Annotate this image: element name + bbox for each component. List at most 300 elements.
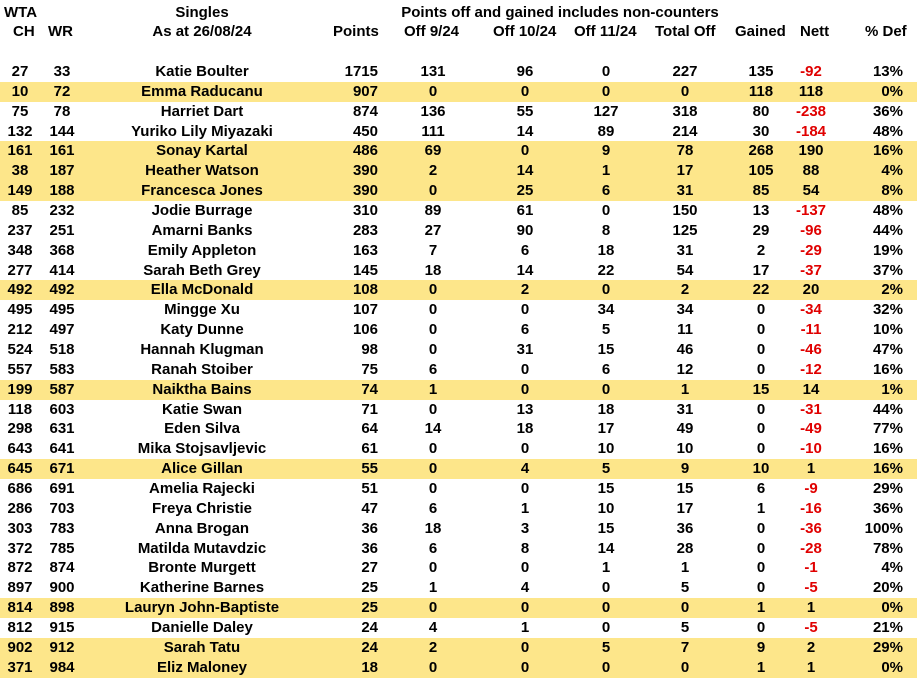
- cell-pdef: 48%: [872, 122, 903, 140]
- cell-off2: 61: [516, 202, 534, 220]
- table-row: [0, 82, 917, 102]
- cell-wr: 72: [53, 82, 71, 100]
- cell-name: Ella McDonald: [150, 281, 254, 299]
- cell-total: 5: [680, 619, 690, 637]
- cell-gained: 0: [756, 321, 766, 339]
- cell-ch: 27: [11, 63, 29, 80]
- cell-wr: 783: [49, 519, 75, 537]
- cell-wr: 915: [49, 619, 75, 637]
- cell-pdef: 77%: [872, 420, 903, 438]
- cell-gained: 135: [748, 63, 774, 80]
- cell-points: 55: [361, 460, 378, 478]
- cell-total: 214: [672, 122, 698, 140]
- cell-ch: 277: [7, 261, 33, 279]
- cell-off3: 0: [601, 658, 611, 676]
- cell-gained: 80: [752, 102, 770, 120]
- cell-points: 108: [352, 281, 378, 299]
- cell-points: 25: [361, 579, 378, 597]
- table-row: [0, 459, 917, 479]
- cell-total: 10: [676, 440, 694, 458]
- table-row: [0, 419, 917, 439]
- cell-ch: 645: [7, 460, 33, 478]
- cell-ch: 492: [7, 281, 33, 299]
- header-points-note: Points off and gained includes non-counters: [401, 4, 719, 21]
- cell-gained: 0: [756, 341, 766, 359]
- cell-off3: 34: [597, 301, 615, 319]
- cell-off2: 25: [516, 182, 534, 200]
- cell-wr: 785: [49, 539, 75, 557]
- cell-gained: 29: [752, 221, 770, 239]
- cell-gained: 0: [756, 440, 766, 458]
- cell-total: 78: [676, 142, 694, 160]
- cell-gained: 0: [756, 400, 766, 418]
- cell-off3: 22: [597, 261, 615, 279]
- table-row: [0, 340, 917, 360]
- cell-name: Lauryn John-Baptiste: [124, 599, 280, 617]
- cell-off1: 0: [428, 559, 438, 577]
- cell-nett: -46: [800, 341, 822, 359]
- cell-total: 15: [676, 480, 694, 498]
- cell-gained: 22: [752, 281, 770, 299]
- cell-wr: 691: [49, 480, 75, 498]
- cell-off3: 0: [601, 380, 611, 398]
- cell-total: 7: [680, 638, 690, 656]
- cell-points: 71: [361, 400, 378, 418]
- cell-off1: 6: [428, 499, 438, 517]
- cell-ch: 38: [11, 162, 29, 180]
- cell-wr: 33: [53, 63, 71, 80]
- cell-off1: 89: [424, 202, 442, 220]
- cell-gained: 0: [756, 420, 766, 438]
- cell-nett: 118: [798, 82, 824, 100]
- cell-off3: 5: [601, 460, 611, 478]
- cell-points: 107: [352, 301, 378, 319]
- cell-points: 24: [361, 619, 378, 637]
- cell-gained: 17: [752, 261, 770, 279]
- cell-off2: 0: [520, 480, 530, 498]
- cell-wr: 414: [49, 261, 75, 279]
- cell-gained: 2: [756, 241, 766, 259]
- cell-name: Katie Swan: [161, 400, 243, 418]
- cell-total: 0: [680, 599, 690, 617]
- cell-off3: 17: [597, 420, 615, 438]
- cell-pdef: 2%: [881, 281, 903, 299]
- cell-off3: 18: [597, 400, 615, 418]
- header-pct-def: % Def: [865, 23, 907, 40]
- cell-nett: -10: [800, 440, 822, 458]
- cell-nett: -184: [795, 122, 827, 140]
- cell-pdef: 4%: [881, 162, 903, 180]
- cell-name: Harriet Dart: [160, 102, 244, 120]
- cell-nett: -5: [804, 579, 818, 597]
- cell-total: 34: [676, 301, 694, 319]
- cell-points: 74: [361, 380, 378, 398]
- cell-pdef: 4%: [881, 559, 903, 577]
- cell-wr: 641: [49, 440, 75, 458]
- cell-nett: -36: [800, 519, 822, 537]
- table-row: [0, 141, 917, 161]
- cell-nett: -31: [800, 400, 822, 418]
- cell-total: 11: [677, 321, 693, 339]
- cell-off2: 0: [520, 142, 530, 160]
- cell-nett: -37: [800, 261, 822, 279]
- cell-off2: 0: [520, 360, 530, 378]
- cell-pdef: 36%: [872, 102, 903, 120]
- cell-off3: 0: [601, 599, 611, 617]
- table-row: [0, 102, 917, 122]
- cell-off2: 1: [520, 499, 530, 517]
- cell-off3: 0: [601, 619, 611, 637]
- cell-name: Heather Watson: [145, 162, 259, 180]
- cell-off2: 31: [516, 341, 534, 359]
- cell-total: 46: [676, 341, 694, 359]
- cell-wr: 583: [49, 360, 75, 378]
- cell-off2: 4: [520, 579, 530, 597]
- cell-wr: 912: [49, 638, 75, 656]
- cell-off3: 15: [597, 519, 615, 537]
- cell-pdef: 8%: [881, 182, 903, 200]
- cell-off1: 0: [428, 341, 438, 359]
- cell-off1: 1: [428, 579, 438, 597]
- cell-ch: 557: [7, 360, 33, 378]
- cell-total: 31: [676, 400, 694, 418]
- cell-nett: -137: [795, 202, 827, 220]
- cell-total: 17: [676, 499, 694, 517]
- cell-ch: 85: [11, 202, 29, 220]
- cell-pdef: 16%: [872, 142, 903, 160]
- header-off-11-24: Off 11/24: [574, 23, 637, 40]
- header-wta: WTA: [4, 4, 38, 21]
- cell-pdef: 13%: [872, 63, 903, 80]
- cell-nett: -28: [800, 539, 822, 557]
- cell-total: 125: [672, 221, 698, 239]
- table-row: [0, 380, 917, 400]
- cell-off1: 0: [428, 321, 438, 339]
- cell-wr: 518: [49, 341, 75, 359]
- table-row: [0, 300, 917, 320]
- cell-nett: -5: [804, 619, 818, 637]
- cell-off3: 1: [601, 559, 611, 577]
- cell-gained: 15: [752, 380, 770, 398]
- cell-gained: 0: [756, 301, 766, 319]
- cell-gained: 0: [756, 579, 766, 597]
- table-row: [0, 658, 917, 678]
- cell-gained: 0: [756, 360, 766, 378]
- cell-name: Sonay Kartal: [156, 142, 248, 160]
- cell-name: Alice Gillan: [161, 460, 243, 478]
- cell-gained: 0: [756, 539, 766, 557]
- cell-off2: 1: [520, 619, 530, 637]
- cell-off3: 127: [593, 102, 619, 120]
- cell-pdef: 0%: [881, 599, 903, 617]
- cell-name: Emma Raducanu: [141, 82, 263, 100]
- cell-points: 51: [361, 480, 378, 498]
- cell-wr: 603: [49, 400, 75, 418]
- cell-total: 28: [676, 539, 694, 557]
- table-row: [0, 360, 917, 380]
- cell-pdef: 16%: [872, 360, 903, 378]
- cell-total: 0: [680, 82, 690, 100]
- cell-points: 24: [361, 638, 378, 656]
- cell-ch: 286: [7, 499, 33, 517]
- cell-pdef: 36%: [872, 499, 903, 517]
- cell-nett: 1: [806, 460, 816, 478]
- cell-off2: 18: [516, 420, 534, 438]
- cell-nett: 1: [806, 658, 816, 676]
- cell-off1: 18: [424, 519, 442, 537]
- header-total-off: Total Off: [655, 23, 716, 40]
- table-row: [0, 578, 917, 598]
- table-row: [0, 241, 917, 261]
- cell-pdef: 19%: [872, 241, 903, 259]
- cell-nett: -9: [804, 480, 818, 498]
- cell-off3: 5: [601, 321, 611, 339]
- cell-off1: 2: [428, 162, 438, 180]
- cell-off1: 0: [428, 658, 438, 676]
- cell-off2: 13: [516, 400, 534, 418]
- cell-off1: 111: [421, 122, 445, 140]
- cell-total: 9: [680, 460, 690, 478]
- cell-wr: 78: [53, 102, 71, 120]
- table-row: [0, 62, 917, 82]
- cell-total: 318: [672, 102, 698, 120]
- cell-ch: 812: [7, 619, 33, 637]
- table-row: [0, 221, 917, 241]
- cell-off1: 1: [428, 380, 438, 398]
- cell-off1: 0: [428, 182, 438, 200]
- cell-off3: 14: [597, 539, 615, 557]
- cell-wr: 492: [49, 281, 75, 299]
- cell-points: 874: [352, 102, 378, 120]
- cell-gained: 10: [752, 460, 770, 478]
- cell-off2: 0: [520, 559, 530, 577]
- cell-pdef: 10%: [872, 321, 903, 339]
- cell-off3: 15: [597, 341, 615, 359]
- cell-points: 450: [352, 122, 378, 140]
- cell-points: 75: [361, 360, 378, 378]
- table-row: [0, 539, 917, 559]
- cell-ch: 75: [11, 102, 29, 120]
- cell-points: 36: [361, 539, 378, 557]
- cell-nett: 1: [806, 599, 816, 617]
- cell-off1: 0: [428, 82, 438, 100]
- cell-total: 1: [680, 559, 690, 577]
- header-off-10-24: Off 10/24: [493, 23, 557, 40]
- cell-name: Danielle Daley: [151, 619, 253, 637]
- cell-ch: 371: [7, 658, 33, 676]
- cell-points: 390: [352, 182, 378, 200]
- cell-name: Matilda Mutavdzic: [137, 539, 267, 557]
- cell-ch: 118: [7, 400, 33, 418]
- cell-off2: 6: [520, 321, 530, 339]
- cell-nett: -92: [800, 63, 822, 80]
- cell-off1: 14: [424, 420, 442, 438]
- cell-points: 18: [361, 658, 378, 676]
- cell-name: Amelia Rajecki: [149, 480, 255, 498]
- cell-nett: 190: [798, 142, 824, 160]
- table-row: [0, 280, 917, 300]
- cell-total: 227: [672, 63, 698, 80]
- cell-off2: 90: [516, 221, 534, 239]
- cell-ch: 524: [7, 341, 33, 359]
- cell-total: 12: [676, 360, 694, 378]
- table-row: [0, 201, 917, 221]
- cell-off1: 131: [420, 63, 446, 80]
- cell-off3: 0: [601, 63, 611, 80]
- cell-wr: 631: [49, 420, 75, 438]
- cell-points: 907: [352, 82, 378, 100]
- cell-wr: 368: [49, 241, 75, 259]
- cell-gained: 85: [752, 182, 770, 200]
- cell-name: Francesca Jones: [141, 182, 263, 200]
- cell-off1: 18: [424, 261, 442, 279]
- cell-name: Hannah Klugman: [140, 341, 264, 359]
- cell-off2: 3: [520, 519, 530, 537]
- cell-off2: 55: [516, 102, 534, 120]
- cell-off2: 0: [520, 380, 530, 398]
- cell-ch: 902: [7, 638, 33, 656]
- cell-points: 98: [361, 341, 378, 359]
- cell-gained: 1: [756, 599, 766, 617]
- cell-nett: -29: [800, 241, 822, 259]
- rankings-table: [0, 62, 917, 678]
- cell-pdef: 44%: [872, 221, 903, 239]
- cell-wr: 898: [49, 599, 75, 617]
- table-row: [0, 598, 917, 618]
- cell-nett: -238: [795, 102, 827, 120]
- cell-wr: 703: [49, 499, 75, 517]
- cell-total: 49: [676, 420, 694, 438]
- cell-gained: 30: [752, 122, 770, 140]
- cell-total: 36: [676, 519, 694, 537]
- table-row: [0, 122, 917, 142]
- cell-nett: -16: [800, 499, 822, 517]
- cell-ch: 149: [7, 182, 33, 200]
- cell-ch: 348: [7, 241, 33, 259]
- cell-off1: 7: [428, 241, 438, 259]
- cell-name: Bronte Murgett: [148, 559, 256, 577]
- cell-gained: 0: [756, 559, 766, 577]
- cell-off1: 0: [428, 400, 438, 418]
- table-row: [0, 558, 917, 578]
- cell-points: 36: [361, 519, 378, 537]
- cell-name: Katie Boulter: [155, 63, 249, 80]
- cell-points: 25: [361, 599, 378, 617]
- cell-wr: 251: [49, 221, 75, 239]
- cell-wr: 984: [49, 658, 75, 676]
- cell-pdef: 100%: [864, 519, 903, 537]
- cell-off1: 136: [420, 102, 446, 120]
- cell-pdef: 48%: [872, 202, 903, 220]
- header-singles: Singles: [175, 4, 229, 21]
- cell-gained: 13: [752, 202, 770, 220]
- cell-off2: 4: [520, 460, 530, 478]
- cell-off3: 0: [601, 202, 611, 220]
- cell-off3: 9: [601, 142, 611, 160]
- cell-ch: 686: [7, 480, 33, 498]
- cell-nett: -1: [804, 559, 818, 577]
- table-row: [0, 618, 917, 638]
- cell-name: Katy Dunne: [160, 321, 244, 339]
- cell-wr: 187: [49, 162, 75, 180]
- cell-nett: -96: [800, 221, 822, 239]
- cell-nett: 14: [802, 380, 820, 398]
- cell-points: 163: [352, 241, 378, 259]
- header-as-at: As at 26/08/24: [152, 23, 252, 40]
- cell-off1: 0: [428, 281, 438, 299]
- cell-pdef: 16%: [872, 460, 903, 478]
- table-row: [0, 499, 917, 519]
- cell-off1: 4: [428, 619, 438, 637]
- cell-ch: 161: [7, 142, 33, 160]
- cell-nett: 20: [802, 281, 820, 299]
- cell-name: Yuriko Lily Miyazaki: [131, 122, 273, 140]
- cell-off2: 0: [520, 440, 530, 458]
- header-off-9-24: Off 9/24: [404, 23, 460, 40]
- cell-pdef: 29%: [872, 480, 903, 498]
- cell-wr: 232: [49, 202, 75, 220]
- cell-off3: 0: [601, 579, 611, 597]
- cell-ch: 298: [7, 420, 33, 438]
- header-points: Points: [333, 23, 379, 40]
- cell-off3: 6: [601, 182, 611, 200]
- cell-total: 54: [676, 261, 694, 279]
- cell-pdef: 29%: [872, 638, 903, 656]
- cell-pdef: 0%: [881, 658, 903, 676]
- cell-off2: 14: [516, 162, 534, 180]
- cell-name: Sarah Tatu: [163, 638, 241, 656]
- cell-ch: 372: [7, 539, 33, 557]
- cell-off3: 1: [601, 162, 611, 180]
- cell-ch: 199: [7, 380, 33, 398]
- cell-off2: 0: [520, 638, 530, 656]
- cell-name: Emily Appleton: [147, 241, 257, 259]
- table-row: [0, 439, 917, 459]
- cell-gained: 9: [756, 638, 766, 656]
- table-row: [0, 519, 917, 539]
- table-row: [0, 400, 917, 420]
- cell-name: Freya Christie: [151, 499, 253, 517]
- cell-total: 1: [680, 380, 690, 398]
- cell-gained: 0: [756, 619, 766, 637]
- cell-off2: 0: [520, 599, 530, 617]
- cell-nett: 2: [806, 638, 816, 656]
- cell-name: Jodie Burrage: [151, 202, 253, 220]
- cell-off1: 0: [428, 460, 438, 478]
- cell-ch: 897: [7, 579, 33, 597]
- cell-off3: 89: [597, 122, 615, 140]
- cell-pdef: 1%: [881, 380, 903, 398]
- cell-pdef: 20%: [872, 579, 903, 597]
- cell-name: Mika Stojsavljevic: [137, 440, 267, 458]
- cell-points: 145: [352, 261, 378, 279]
- cell-off3: 8: [601, 221, 611, 239]
- cell-total: 5: [680, 579, 690, 597]
- header-nett: Nett: [800, 23, 830, 40]
- cell-off2: 2: [520, 281, 530, 299]
- cell-wr: 495: [49, 301, 75, 319]
- cell-pdef: 0%: [881, 82, 903, 100]
- cell-off2: 6: [520, 241, 530, 259]
- cell-off2: 0: [520, 301, 530, 319]
- cell-total: 31: [676, 182, 694, 200]
- cell-name: Sarah Beth Grey: [143, 261, 261, 279]
- cell-points: 486: [352, 142, 378, 160]
- cell-off3: 0: [601, 281, 611, 299]
- cell-off2: 14: [516, 261, 534, 279]
- cell-wr: 587: [49, 380, 75, 398]
- cell-off1: 6: [428, 539, 438, 557]
